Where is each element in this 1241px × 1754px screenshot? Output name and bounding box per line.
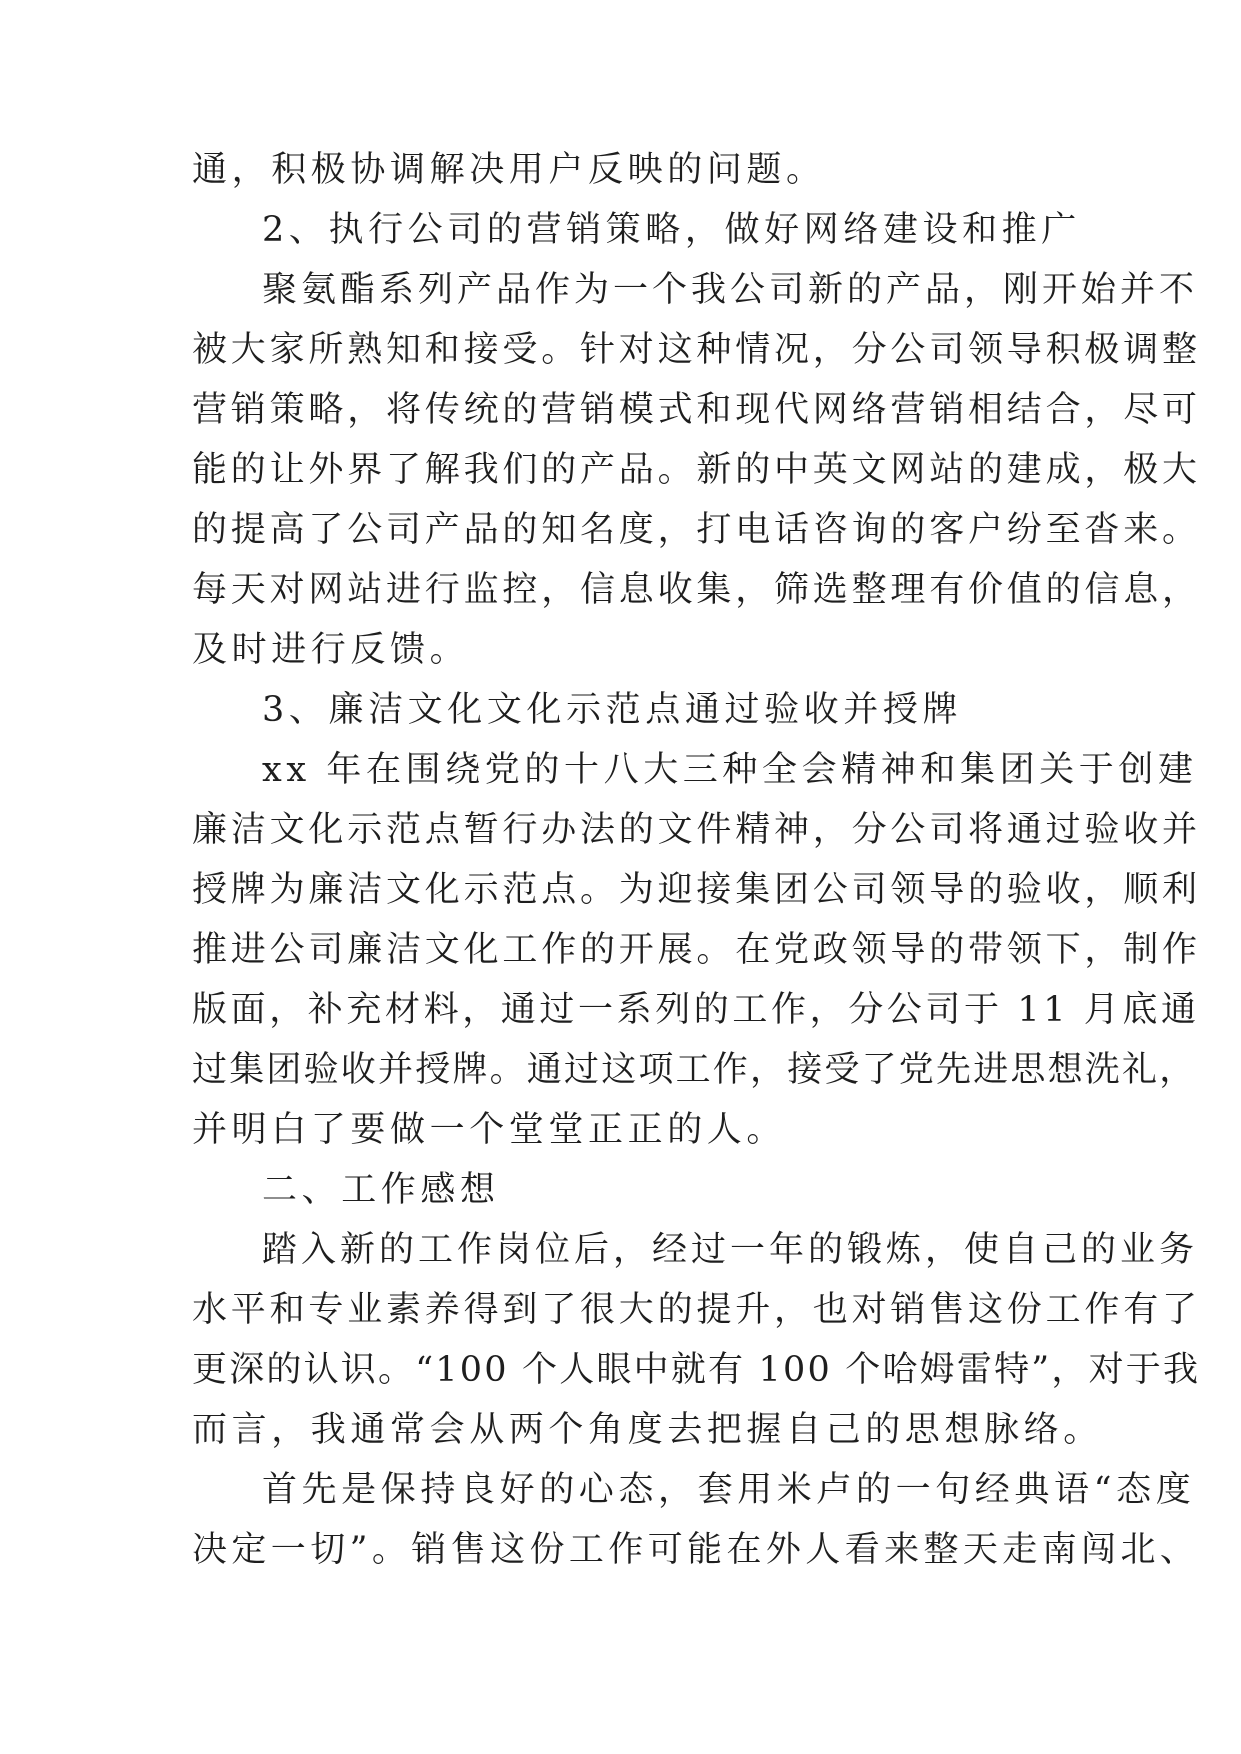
text-line: 能的让外界了解我们的产品。新的中英文网站的建成，极大 bbox=[192, 450, 1201, 490]
text-line: 而言，我通常会从两个角度去把握自己的思想脉络。 bbox=[192, 1410, 1103, 1450]
text-line: 营销策略，将传统的营销模式和现代网络营销相结合，尽可 bbox=[192, 390, 1201, 430]
paragraph-first-line: xx 年在围绕党的十八大三种全会精神和集团关于创建 bbox=[262, 750, 1198, 790]
paragraph-first-line: 聚氨酯系列产品作为一个我公司新的产品，刚开始并不 bbox=[262, 270, 1199, 310]
text-line: 版面，补充材料，通过一系列的工作，分公司于 11 月底通 bbox=[192, 990, 1200, 1030]
text-line: 决定一切”。销售这份工作可能在外人看来整天走南闯北、 bbox=[192, 1530, 1200, 1570]
text-line: 廉洁文化示范点暂行办法的文件精神，分公司将通过验收并 bbox=[192, 810, 1201, 850]
text-line: 推进公司廉洁文化工作的开展。在党政领导的带领下，制作 bbox=[192, 930, 1201, 970]
text-line: 过集团验收并授牌。通过这项工作，接受了党先进思想洗礼， bbox=[192, 1050, 1197, 1090]
paragraph-first-line: 踏入新的工作岗位后，经过一年的锻炼，使自己的业务 bbox=[262, 1230, 1199, 1270]
text-line: 被大家所熟知和接受。针对这种情况，分公司领导积极调整 bbox=[192, 330, 1201, 370]
section-heading: 二、工作感想 bbox=[262, 1170, 500, 1210]
text-line: 的提高了公司产品的知名度，打电话咨询的客户纷至沓来。 bbox=[192, 510, 1201, 550]
text-line: 更深的认识。“100 个人眼中就有 100 个哈姆雷特”，对于我 bbox=[192, 1350, 1201, 1390]
text-line: 水平和专业素养得到了很大的提升，也对销售这份工作有了 bbox=[192, 1290, 1201, 1330]
text-line: 并明白了要做一个堂堂正正的人。 bbox=[192, 1110, 787, 1150]
section-heading: 2、执行公司的营销策略，做好网络建设和推广 bbox=[262, 210, 1081, 250]
text-line: 每天对网站进行监控，信息收集，筛选整理有价值的信息， bbox=[192, 570, 1201, 610]
section-heading: 3、廉洁文化文化示范点通过验收并授牌 bbox=[262, 690, 963, 730]
text-line: 通，积极协调解决用户反映的问题。 bbox=[192, 150, 826, 190]
text-line: 授牌为廉洁文化示范点。为迎接集团公司领导的验收，顺利 bbox=[192, 870, 1201, 910]
text-line: 及时进行反馈。 bbox=[192, 630, 470, 670]
paragraph-first-line: 首先是保持良好的心态，套用米卢的一句经典语“态度 bbox=[262, 1470, 1196, 1510]
